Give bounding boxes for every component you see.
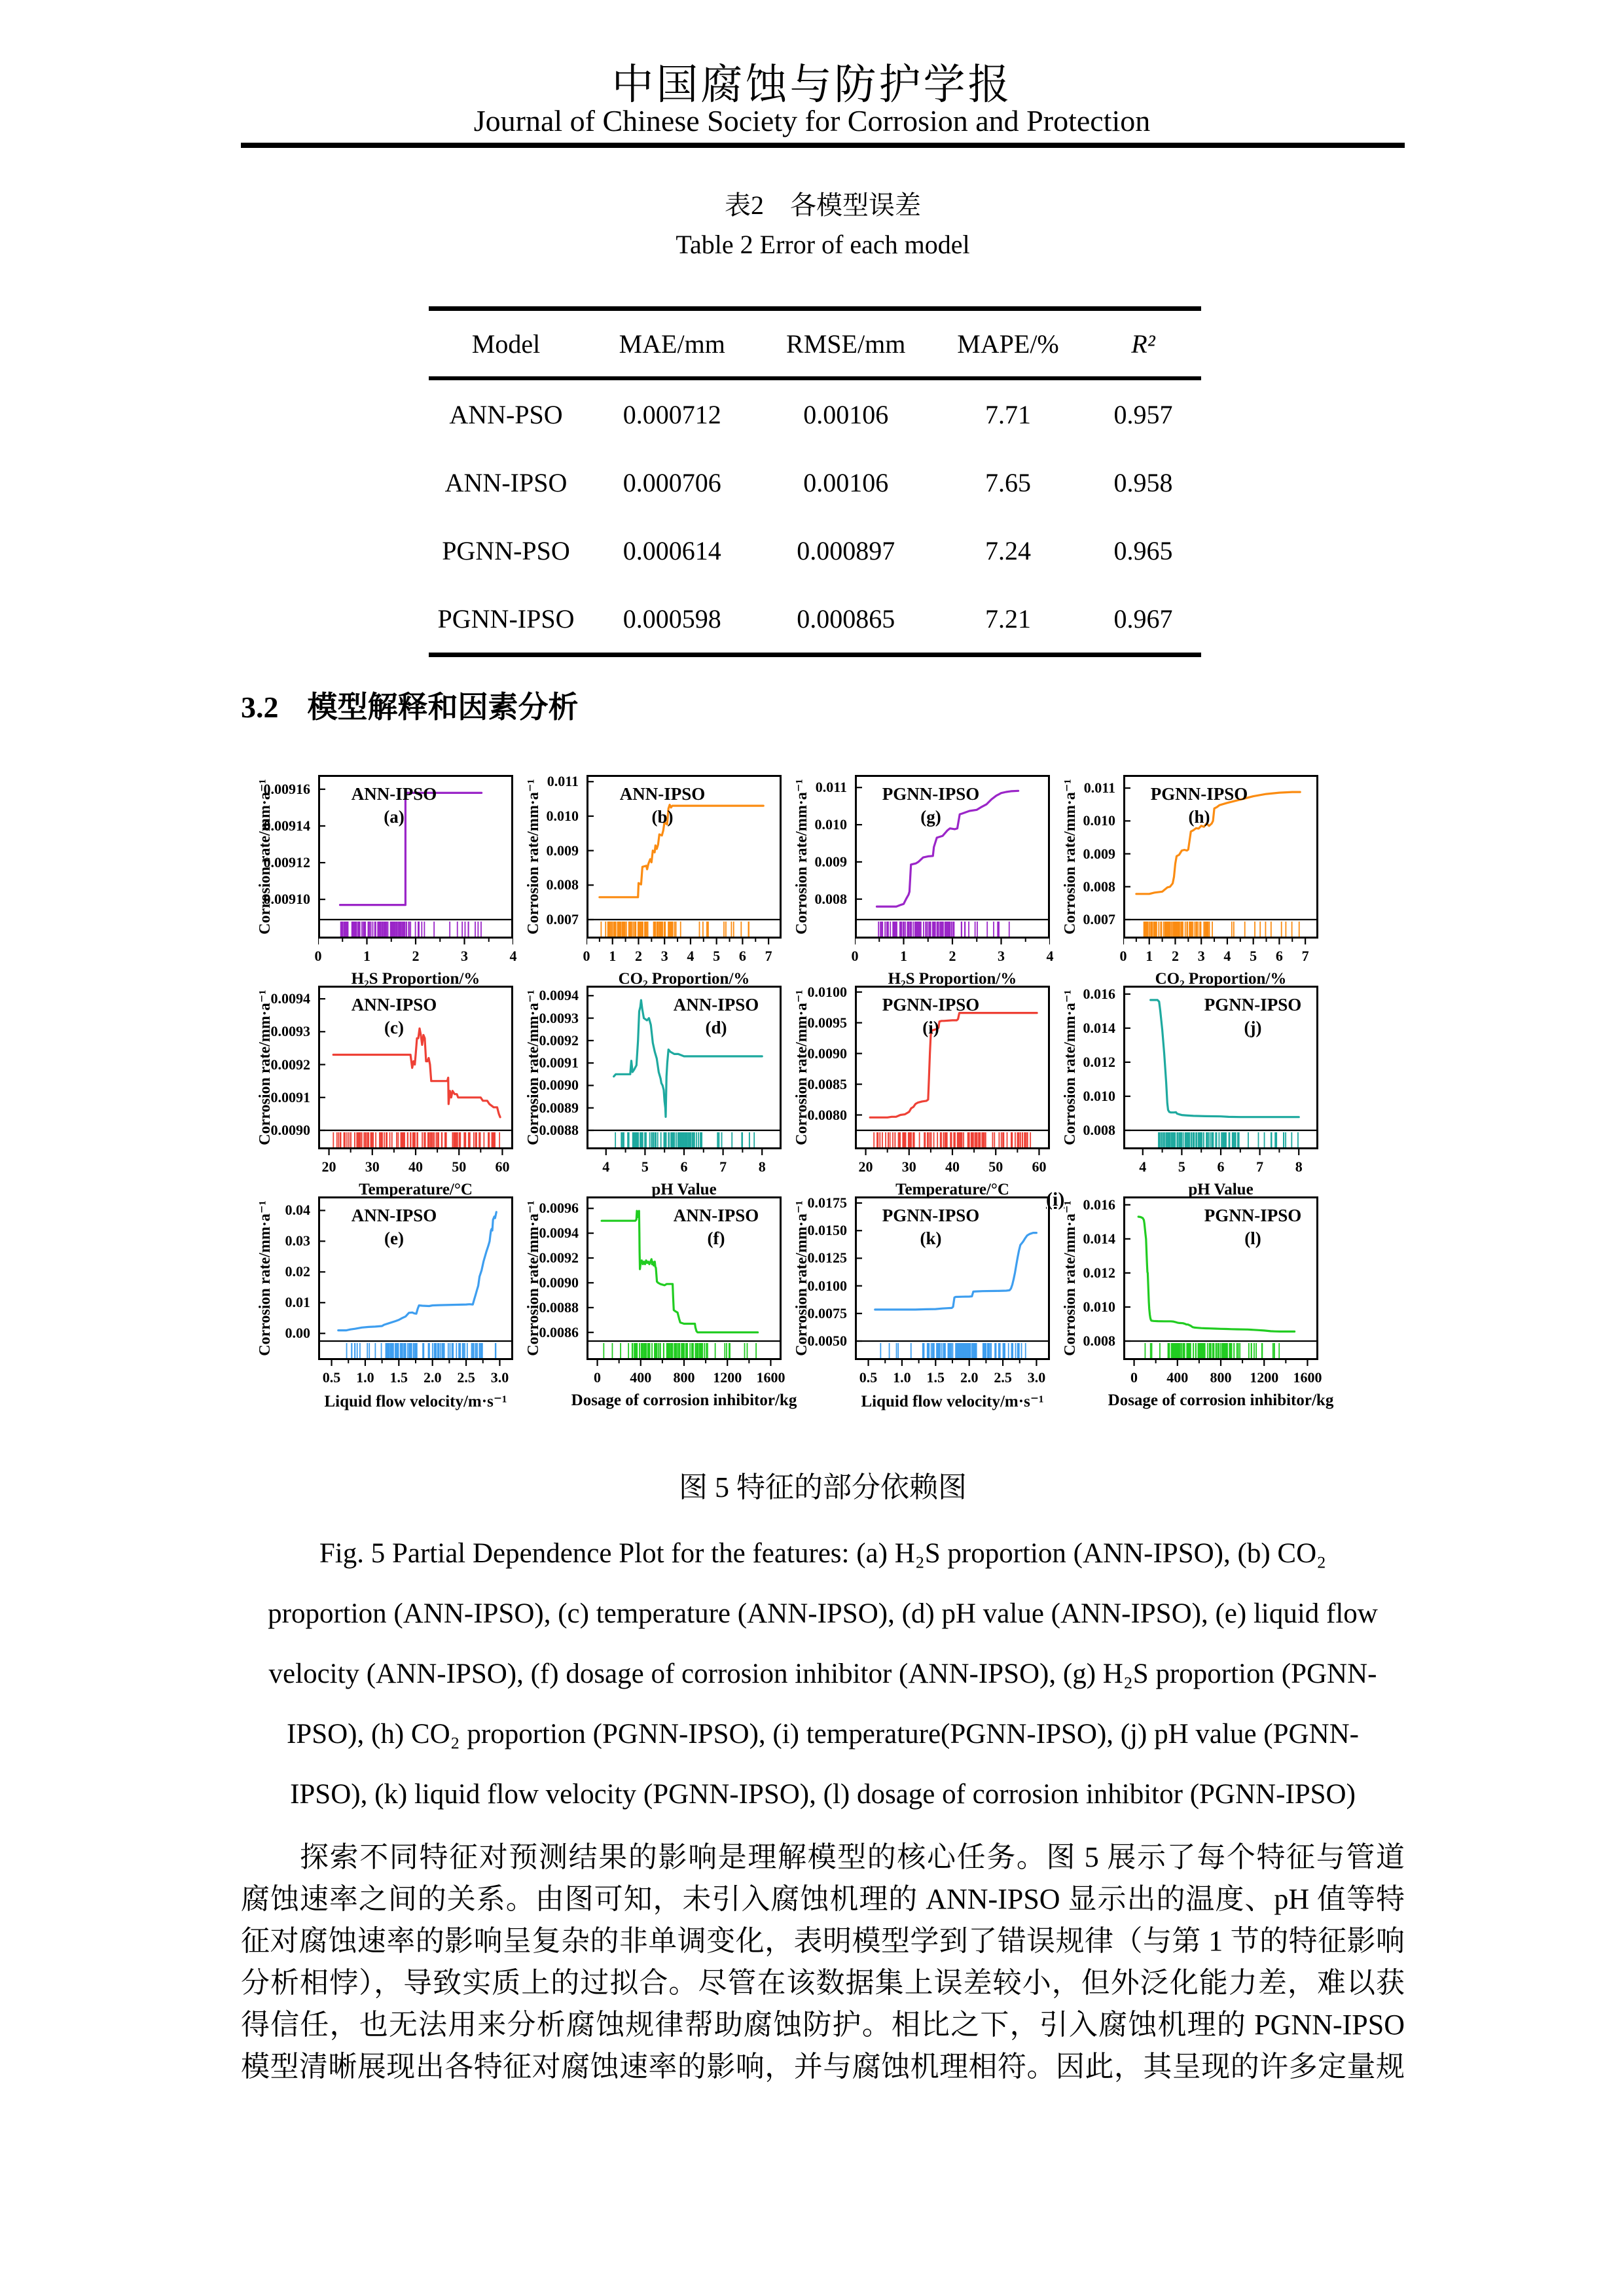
y-tick-label: 0.010 [1083,1298,1115,1315]
y-tick-label: 0.0089 [539,1099,579,1116]
metric-value-cell: 7.24 [984,535,1031,565]
x-tick-label: 0.5 [322,1369,341,1386]
y-axis-label: Corrosion rate/mm·a⁻¹ [1062,990,1079,1145]
subplot-letter: (j) [1244,1018,1262,1037]
subplot-letter: (e) [384,1229,404,1248]
x-tick-label: 6 [1275,948,1283,964]
x-tick-label: 1200 [1250,1369,1279,1386]
subplot-letter: (c) [384,1018,404,1037]
stray-subplot-label: (i) [1046,1189,1065,1210]
y-tick-label: 0.0093 [270,1023,310,1040]
model-name: ANN-IPSO [673,995,759,1014]
x-tick-label: 5 [1178,1158,1185,1175]
y-axis-label: Corrosion rate/mm·a⁻¹ [525,779,542,935]
model-label [335,783,453,829]
y-axis-label: Corrosion rate/mm·a⁻¹ [1062,779,1079,935]
y-tick-label: 0.0090 [807,1045,847,1062]
y-tick-label: 0.01 [285,1294,310,1311]
x-tick-label: 400 [1166,1369,1189,1386]
paragraph-line: 探索不同特征对预测结果的影响是理解模型的核心任务。图 5 展示了每个特征与管道 [300,1841,1405,1873]
y-tick-label: 0.0092 [539,1031,579,1049]
y-tick-label: 0.0088 [539,1299,579,1316]
model-label [1140,783,1258,829]
x-tick-label: 5 [713,948,721,964]
x-axis-label: CO₂ Proportion/% [618,970,750,988]
y-tick-label: 0.0080 [807,1106,847,1123]
x-tick-label: 0 [1130,1369,1138,1386]
y-tick-label: 0.0090 [539,1274,579,1291]
subplot-k [787,1191,1055,1410]
y-tick-label: 0.008 [1083,878,1115,895]
journal-title-cn: 中国腐蚀与防护学报 [611,62,1013,108]
figure-caption-cn: 图 5 特征的部分依赖图 [679,1471,967,1503]
y-tick-label: 0.0091 [270,1088,310,1105]
x-tick-label: 800 [673,1369,695,1386]
model-name: ANN-IPSO [351,1206,437,1225]
y-tick-label: 0.016 [1083,1196,1115,1213]
subplot-letter: (a) [384,807,405,827]
y-tick-label: 0.0094 [270,990,310,1007]
subplot-f [518,1191,797,1409]
x-tick-label: 5 [1250,948,1257,964]
y-tick-label: 0.008 [814,890,847,907]
y-tick-label: 0.0086 [539,1323,579,1340]
model-label [335,994,453,1039]
x-axis-label: Dosage of corrosion inhibitor/kg [571,1391,797,1409]
x-tick-label: 1 [900,948,907,964]
y-axis-label: Corrosion rate/mm·a⁻¹ [1062,1200,1079,1356]
subplot-b [518,770,787,988]
x-tick-label: 7 [765,948,772,964]
y-tick-label: 0.016 [1083,985,1115,1002]
metric-value-cell: 7.65 [984,467,1031,497]
x-tick-label: 6 [1217,1158,1225,1175]
x-tick-label: 30 [901,1158,916,1175]
x-tick-label: 40 [408,1158,423,1175]
y-tick-label: 0.010 [546,807,579,824]
x-axis-label: Liquid flow velocity/m·s⁻¹ [861,1393,1044,1410]
subplot-letter: (d) [705,1018,727,1037]
y-tick-label: 0.0092 [539,1249,579,1266]
table-top-rule [429,306,1201,311]
y-tick-label: 0.0075 [807,1304,847,1321]
metric-value-cell: 0.00106 [803,467,889,497]
model-label [1194,994,1312,1039]
subplot-letter: (g) [920,807,941,827]
x-tick-label: 2 [1171,948,1179,964]
model-label [335,1204,453,1250]
x-tick-label: 1600 [1293,1369,1322,1386]
x-tick-label: 5 [641,1158,649,1175]
table-body [429,380,1201,653]
model-label [604,783,721,829]
error-table [429,306,1201,657]
model-name: PGNN-IPSO [882,1206,980,1225]
model-label [872,1204,990,1250]
subplot-letter: (f) [707,1229,725,1248]
x-tick-label: 20 [858,1158,873,1175]
x-tick-label: 3.0 [1027,1369,1046,1386]
x-axis-label: pH Value [651,1181,717,1198]
table-row [429,448,1201,516]
y-tick-label: 0.010 [1083,812,1115,829]
y-tick-label: 0.00914 [263,817,310,834]
x-tick-label: 0 [851,948,859,964]
x-tick-label: 3 [660,948,668,964]
paragraph-line: 得信任，也无法用来分析腐蚀规律帮助腐蚀防护。相比之下，引入腐蚀机理的 PGNN-IPSO [241,2009,1405,2041]
metric-value-cell: 0.967 [1113,603,1173,634]
x-tick-label: 800 [1210,1369,1232,1386]
x-tick-label: 1600 [756,1369,785,1386]
y-tick-label: 0.0090 [539,1077,579,1094]
y-tick-label: 0.0093 [539,1009,579,1026]
figure-caption-line: IPSO), (k) liquid flow velocity (PGNN-IPSO), (l) dosage of corrosion inhibitor (PGNN-IPSO) [290,1779,1356,1810]
section-heading [241,683,579,726]
x-tick-label: 1 [363,948,370,964]
x-tick-label: 1 [1146,948,1153,964]
table-bottom-rule [429,653,1201,657]
y-tick-label: 0.009 [1083,845,1115,862]
y-tick-label: 0.04 [285,1202,310,1219]
metric-value-cell: 0.958 [1113,467,1173,497]
y-tick-label: 0.0175 [807,1194,847,1211]
x-tick-label: 3.0 [490,1369,509,1386]
metric-value-cell: 7.21 [984,603,1031,634]
y-tick-label: 0.00910 [263,891,310,908]
model-label [872,783,990,829]
y-tick-label: 0.011 [815,779,847,796]
x-tick-label: 3 [461,948,468,964]
y-tick-label: 0.0094 [539,987,579,1004]
x-tick-label: 0 [1119,948,1127,964]
x-tick-label: 30 [365,1158,380,1175]
x-tick-label: 8 [1295,1158,1303,1175]
paragraph-line: 腐蚀速率之间的关系。由图可知，未引入腐蚀机理的 ANN-IPSO 显示出的温度、pH 值等特 [241,1883,1405,1915]
metric-value-cell: 0.000614 [623,535,721,565]
y-axis-label: Corrosion rate/mm·a⁻¹ [793,1200,810,1356]
metric-value-cell: 0.000865 [797,603,895,634]
model-name: ANN-IPSO [351,995,437,1014]
y-tick-label: 0.0091 [539,1054,579,1071]
section-number: 3.2 [241,691,279,724]
x-tick-label: 2.0 [960,1369,979,1386]
x-tick-label: 4 [687,948,695,964]
table-caption-cn: 表2 各模型误差 [725,190,921,220]
model-name: PGNN-IPSO [882,784,980,804]
subplot-l [1055,1191,1334,1409]
y-tick-label: 0.0090 [270,1122,310,1138]
x-tick-label: 0 [583,948,590,964]
y-tick-label: 0.014 [1083,1230,1115,1247]
table-header-row [429,311,1201,376]
x-tick-label: 4 [509,948,517,964]
y-tick-label: 0.0085 [807,1075,847,1092]
x-tick-label: 1 [609,948,617,964]
model-name: ANN-IPSO [619,784,706,804]
y-tick-label: 0.0088 [539,1122,579,1138]
y-tick-label: 0.010 [1083,1087,1115,1104]
x-tick-label: 2.0 [423,1369,442,1386]
x-tick-label: 60 [1032,1158,1047,1175]
table-col-header: MAPE/% [957,329,1059,359]
y-tick-label: 0.0125 [807,1249,847,1266]
y-tick-label: 0.014 [1083,1019,1115,1036]
y-tick-label: 0.007 [546,911,579,927]
table-col-header: Model [471,329,541,359]
subplot-i [787,980,1055,1198]
metric-value-cell: 0.000712 [623,399,721,429]
header-rule [241,143,1405,148]
x-tick-label: 2 [412,948,420,964]
x-tick-label: 50 [452,1158,467,1175]
y-tick-label: 0.007 [1083,911,1115,927]
x-tick-label: 20 [321,1158,336,1175]
x-tick-label: 40 [945,1158,960,1175]
y-tick-label: 0.008 [546,876,579,893]
figure-caption-line: velocity (ANN-IPSO), (f) dosage of corrosion inhibitor (ANN-IPSO), (g) H₂S proportion (PGNN- [268,1659,1377,1689]
paragraph-line: 模型清晰展现出各特征对腐蚀速率的影响，并与腐蚀机理相符。因此，其呈现的许多定量规 [241,2051,1405,2083]
x-tick-label: 1200 [713,1369,742,1386]
figure-caption-line: proportion (ANN-IPSO), (c) temperature (ANN-IPSO), (d) pH value (ANN-IPSO), (e) liquid flow [268,1598,1378,1629]
metric-value-cell: 7.71 [984,399,1031,429]
figure-caption-line: IPSO), (h) CO₂ proportion (PGNN-IPSO), (i) temperature(PGNN-IPSO), (j) pH value (PGNN- [286,1719,1359,1749]
x-axis-label: CO₂ Proportion/% [1155,970,1287,988]
x-tick-label: 6 [738,948,746,964]
metric-value-cell: 0.000706 [623,467,721,497]
subplot-letter: (b) [651,807,674,827]
metric-value-cell: 0.957 [1113,399,1173,429]
x-tick-label: 1.0 [356,1369,374,1386]
y-tick-label: 0.03 [285,1232,310,1249]
model-name: PGNN-IPSO [1204,1206,1302,1225]
model-name-cell: PGNN-PSO [442,535,570,565]
metric-value-cell: 0.965 [1113,535,1173,565]
metric-value-cell: 0.000897 [797,535,895,565]
y-tick-label: 0.012 [1083,1053,1115,1070]
x-tick-label: 1.5 [389,1369,408,1386]
x-tick-label: 0 [594,1369,602,1386]
y-axis-label: Corrosion rate/mm·a⁻¹ [257,1200,274,1356]
y-tick-label: 0.0092 [270,1056,310,1073]
subplot-letter: (h) [1188,807,1210,827]
x-tick-label: 2 [948,948,956,964]
y-axis-label: Corrosion rate/mm·a⁻¹ [793,779,810,935]
model-label [657,994,775,1039]
y-tick-label: 0.009 [546,842,579,859]
subplot-c [250,980,518,1198]
y-tick-label: 0.00 [285,1325,310,1342]
figure-caption-en [241,1524,1405,1825]
y-tick-label: 0.0094 [539,1225,579,1242]
y-axis-label: Corrosion rate/mm·a⁻¹ [257,990,274,1145]
model-name-cell: ANN-PSO [449,399,563,429]
x-axis-label: pH Value [1188,1181,1254,1198]
x-tick-label: 6 [680,1158,688,1175]
table-caption-en: Table 2 Error of each model [676,230,970,259]
model-label [657,1204,775,1250]
x-tick-label: 2 [634,948,642,964]
x-tick-label: 50 [988,1158,1003,1175]
model-name: PGNN-IPSO [1204,995,1302,1014]
y-tick-label: 0.0150 [807,1222,847,1239]
body-paragraph [241,1837,1405,2088]
y-tick-label: 0.0100 [807,983,847,1000]
paragraph-line: 征对腐蚀速率的影响呈复杂的非单调变化，表明模型学到了错误规律（与第 1 节的特征影响 [241,1925,1405,1957]
y-tick-label: 0.010 [814,816,847,833]
x-tick-label: 0.5 [859,1369,878,1386]
x-tick-label: 4 [1223,948,1231,964]
x-axis-label: H₂S Proportion/% [888,970,1017,988]
y-tick-label: 0.009 [814,853,847,870]
model-label [1194,1204,1312,1250]
subplot-g [787,770,1055,988]
table-row [429,380,1201,448]
y-tick-label: 0.0095 [807,1014,847,1031]
x-axis-label: Dosage of corrosion inhibitor/kg [1108,1391,1334,1409]
y-axis-label: Corrosion rate/mm·a⁻¹ [525,990,542,1145]
metric-value-cell: 0.00106 [803,399,889,429]
x-tick-label: 8 [758,1158,766,1175]
table-row [429,516,1201,584]
y-axis-label: Corrosion rate/mm·a⁻¹ [793,990,810,1145]
y-tick-label: 0.00916 [263,780,310,797]
subplot-j [1055,980,1324,1198]
subplot-e [250,1191,518,1410]
y-tick-label: 0.00912 [263,854,310,871]
x-tick-label: 2.5 [994,1369,1012,1386]
table-row [429,584,1201,653]
x-tick-label: 7 [719,1158,727,1175]
model-name-cell: PGNN-IPSO [437,603,575,634]
subplot-d [518,980,787,1198]
x-tick-label: 4 [1046,948,1054,964]
model-name: PGNN-IPSO [882,995,980,1014]
subplot-letter: (i) [922,1018,939,1037]
x-axis-label: Liquid flow velocity/m·s⁻¹ [324,1393,507,1410]
metric-value-cell: 0.000598 [623,603,721,634]
model-label [872,994,990,1039]
section-title: 模型解释和因素分析 [307,691,579,724]
paragraph-line: 分析相悖），导致实质上的过拟合。尽管在该数据集上误差较小，但外泛化能力差，难以获 [241,1967,1405,1999]
y-tick-label: 0.011 [547,773,579,790]
x-tick-label: 2.5 [457,1369,475,1386]
journal-title-en: Journal of Chinese Society for Corrosion and Protection [473,104,1151,137]
x-tick-label: 1.0 [893,1369,911,1386]
subplot-letter: (l) [1244,1229,1261,1248]
model-name: ANN-IPSO [351,784,437,804]
y-tick-label: 0.011 [1083,780,1115,797]
x-tick-label: 60 [495,1158,510,1175]
y-tick-label: 0.008 [1083,1122,1115,1138]
y-axis-label: Corrosion rate/mm·a⁻¹ [525,1200,542,1356]
x-tick-label: 7 [1301,948,1309,964]
table-col-header: MAE/mm [619,329,725,359]
x-tick-label: 4 [602,1158,610,1175]
y-tick-label: 0.0100 [807,1277,847,1294]
x-axis-label: H₂S Proportion/% [351,970,480,988]
x-tick-label: 4 [1139,1158,1147,1175]
y-tick-label: 0.0096 [539,1200,579,1217]
figure-grid [250,770,1334,1410]
subplot-h [1055,770,1324,988]
table-col-header: RMSE/mm [786,329,906,359]
y-tick-label: 0.008 [1083,1333,1115,1349]
subplot-letter: (k) [920,1229,942,1248]
y-axis-label: Corrosion rate/mm·a⁻¹ [257,779,274,935]
x-tick-label: 7 [1256,1158,1264,1175]
x-tick-label: 400 [630,1369,652,1386]
x-tick-label: 0 [314,948,322,964]
table-col-header: R² [1131,329,1155,359]
y-tick-label: 0.012 [1083,1264,1115,1281]
model-name-cell: ANN-IPSO [444,467,568,497]
x-axis-label: Temperature/°C [895,1181,1009,1198]
model-name: ANN-IPSO [673,1206,759,1225]
figure-caption-line: Fig. 5 Partial Dependence Plot for the features: (a) H₂S proportion (ANN-IPSO), (b) CO₂ [319,1538,1327,1569]
x-tick-label: 1.5 [926,1369,945,1386]
y-tick-label: 0.0050 [807,1333,847,1349]
y-tick-label: 0.02 [285,1263,310,1280]
model-name: PGNN-IPSO [1150,784,1248,804]
x-tick-label: 3 [1197,948,1205,964]
x-axis-label: Temperature/°C [359,1181,473,1198]
x-tick-label: 3 [998,948,1005,964]
subplot-a [250,770,518,988]
